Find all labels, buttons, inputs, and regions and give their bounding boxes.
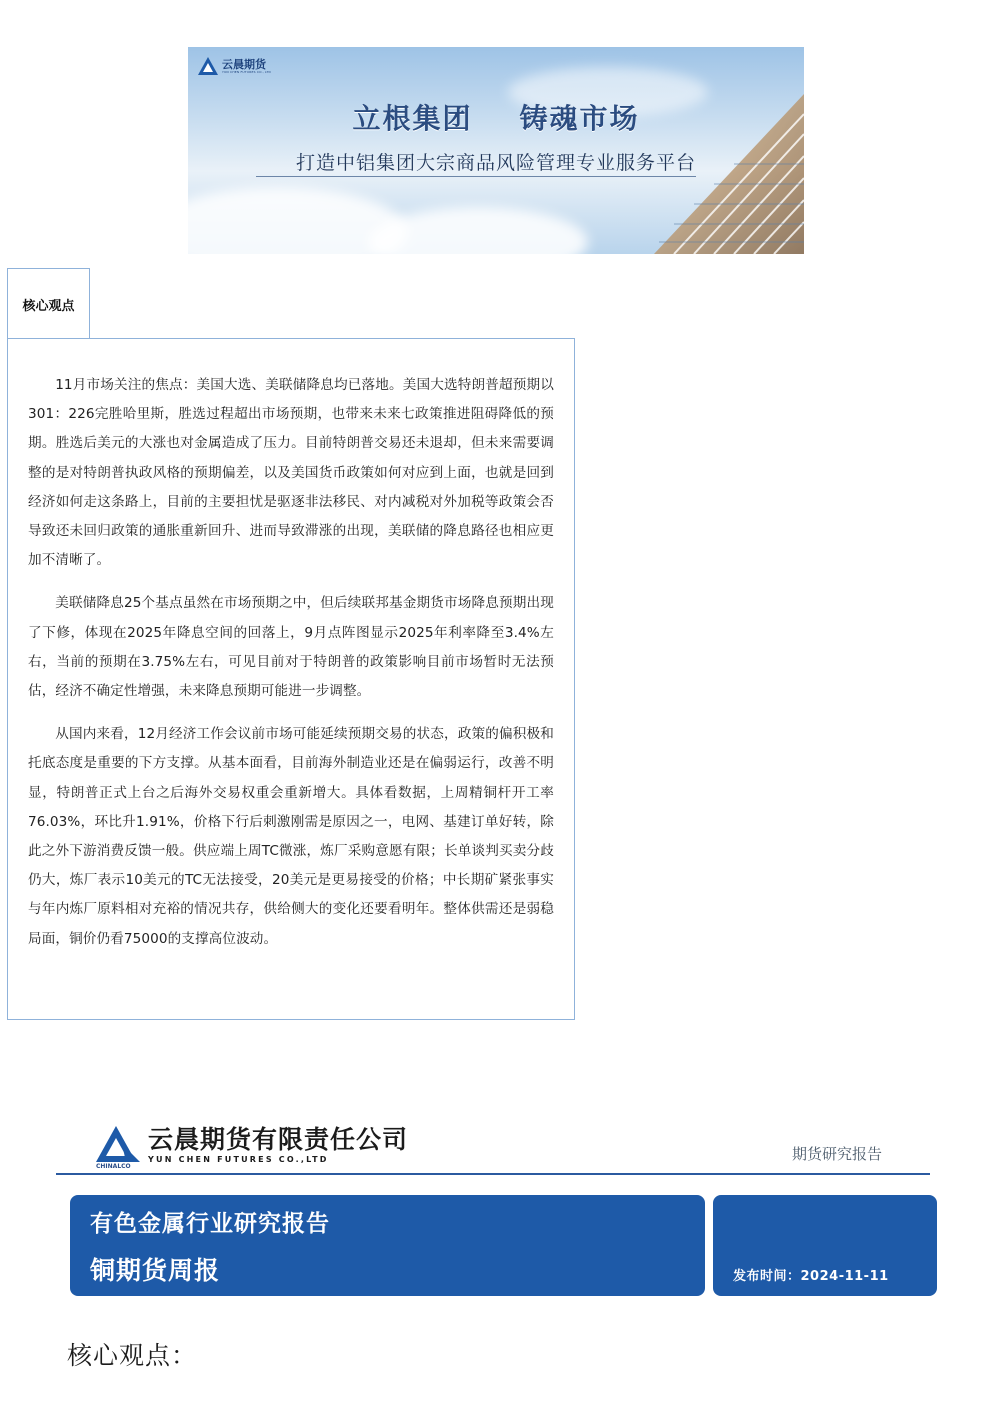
report-title-box bbox=[70, 1195, 705, 1296]
banner-logo-subtext: YUN CHEN FUTURES CO., LTD bbox=[222, 69, 272, 74]
key-view-paragraph: 11月市场关注的焦点：美国大选、美联储降息均已落地。美国大选特朗普超预期以301：226完胜哈里斯，胜选过程超出市场预期，也带来未来七政策推进阻碍降低的预期。胜选后美元的大涨也对金属造成了压力。目前特朗普交易还未退却，但未来需要调整的是对特朗普执政风格的预期偏差，以及美国货币政策如何对应到上面，也就是回到经济如何走这条路上，目前的主要担忧是驱逐非法移民、对内减税对外加税等政策会否导致还未回归政策的通胀重新回升、进而导致滞涨的出现，美联储的降息路径也相应更加不清晰了。 bbox=[28, 377, 554, 569]
company-name-en: YUN CHEN FUTURES CO.,LTD bbox=[148, 1155, 329, 1164]
banner-slogan-main: 立根集团 铸魂市场 bbox=[352, 102, 640, 135]
key-view-paragraph: 美联储降息25个基点虽然在市场预期之中，但后续联邦基金期货市场降息预期出现了下修，体现在2025年降息空间的回落上，9月点阵图显示2025年利率降至3.4%左右，当前的预期在3.75%左右，可见目前对于特朗普的政策影响目前市场暂时无法预估，经济不确定性增强，未来降息预期可能进一步调整。 bbox=[28, 595, 554, 700]
banner-logo-text: 云晨期货 bbox=[222, 57, 266, 71]
company-mark-text: CHINALCO bbox=[96, 1163, 131, 1170]
publish-date-value: 2024-11-11 bbox=[800, 1269, 889, 1284]
company-logo-icon bbox=[96, 1126, 140, 1164]
publish-date-box bbox=[713, 1195, 937, 1296]
report-company-logo bbox=[96, 1125, 409, 1170]
report-industry-title: 有色金属行业研究报告 bbox=[90, 1211, 330, 1237]
top-banner bbox=[188, 47, 804, 254]
company-logo-icon bbox=[198, 57, 218, 75]
banner-slogan-sub: 打造中铝集团大宗商品风险管理专业服务平台 bbox=[295, 152, 696, 174]
company-name-cn: 云晨期货有限责任公司 bbox=[148, 1125, 409, 1154]
key-view-paragraph: 从国内来看，12月经济工作会议前市场可能延续预期交易的状态，政策的偏积极和托底态度是重要的下方支撑。从基本面看，目前海外制造业还是在偏弱运行，改善不明显，特朗普正式上台之后海外交易权重会重新增大。具体看数据，上周精铜杆开工率76.03%，环比升1.91%，价格下行后刺激刚需是原因之一，电网、基建订单好转，除此之外下游消费反馈一般。供应端上周TC微涨，炼厂采购意愿有限；长单谈判买卖分歧仍大，炼厂表示10美元的TC无法接受，20美元是更易接受的价格；中长期矿紧张事实与年内炼厂原料相对充裕的情况共存，供给侧大的变化还要看明年。整体供需还是弱稳局面，铜价仍看75000的支撑高位波动。 bbox=[28, 726, 554, 947]
key-view-box bbox=[7, 338, 575, 1020]
cloud-decoration bbox=[368, 207, 588, 254]
banner-divider bbox=[256, 176, 696, 177]
publish-date bbox=[733, 1265, 889, 1284]
header-divider bbox=[56, 1173, 930, 1175]
report-type-label: 期货研究报告 bbox=[792, 1145, 883, 1163]
section-title: 核心观点： bbox=[67, 1341, 198, 1370]
report-main-title: 铜期货周报 bbox=[90, 1256, 221, 1285]
publish-date-label: 发布时间： bbox=[733, 1269, 801, 1284]
key-view-tab: 核心观点 bbox=[7, 268, 90, 340]
banner-logo bbox=[198, 57, 271, 75]
